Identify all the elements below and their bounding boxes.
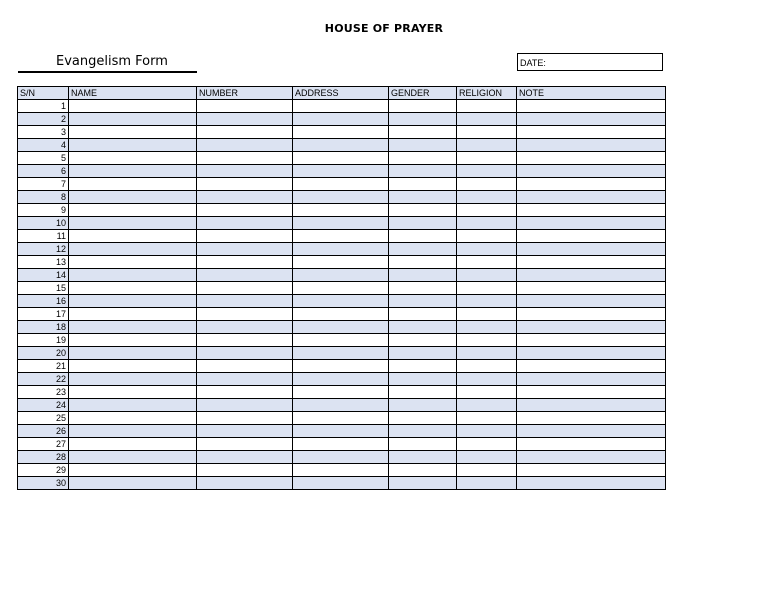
address-cell[interactable] (293, 126, 389, 139)
number-cell[interactable] (197, 321, 293, 334)
row-serial-number: 26 (18, 425, 69, 438)
gender-cell[interactable] (389, 204, 457, 217)
number-cell[interactable] (197, 191, 293, 204)
address-cell[interactable] (293, 113, 389, 126)
address-cell[interactable] (293, 217, 389, 230)
row-serial-number: 29 (18, 464, 69, 477)
name-cell[interactable] (69, 243, 197, 256)
religion-cell[interactable] (457, 152, 517, 165)
number-cell[interactable] (197, 217, 293, 230)
row-serial-number: 4 (18, 139, 69, 152)
address-cell[interactable] (293, 464, 389, 477)
note-cell[interactable] (517, 425, 666, 438)
document-title: HOUSE OF PRAYER (324, 22, 444, 35)
row-serial-number: 6 (18, 165, 69, 178)
gender-cell[interactable] (389, 178, 457, 191)
name-cell[interactable] (69, 282, 197, 295)
table-row (18, 360, 666, 373)
row-serial-number: 17 (18, 308, 69, 321)
address-cell[interactable] (293, 360, 389, 373)
religion-cell[interactable] (457, 113, 517, 126)
address-cell[interactable] (293, 438, 389, 451)
gender-cell[interactable] (389, 217, 457, 230)
religion-cell[interactable] (457, 347, 517, 360)
number-cell[interactable] (197, 425, 293, 438)
religion-cell[interactable] (457, 256, 517, 269)
name-cell[interactable] (69, 347, 197, 360)
note-cell[interactable] (517, 230, 666, 243)
address-cell[interactable] (293, 191, 389, 204)
column-header-name: NAME (69, 87, 197, 100)
table-row (18, 386, 666, 399)
table-row (18, 256, 666, 269)
note-cell[interactable] (517, 217, 666, 230)
name-cell[interactable] (69, 399, 197, 412)
address-cell[interactable] (293, 412, 389, 425)
number-cell[interactable] (197, 477, 293, 490)
note-cell[interactable] (517, 464, 666, 477)
number-cell[interactable] (197, 399, 293, 412)
religion-cell[interactable] (457, 217, 517, 230)
gender-cell[interactable] (389, 360, 457, 373)
note-cell[interactable] (517, 139, 666, 152)
row-serial-number: 30 (18, 477, 69, 490)
religion-cell[interactable] (457, 282, 517, 295)
number-cell[interactable] (197, 360, 293, 373)
form-name-heading (18, 53, 197, 73)
address-cell[interactable] (293, 347, 389, 360)
name-cell[interactable] (69, 100, 197, 113)
gender-cell[interactable] (389, 399, 457, 412)
number-cell[interactable] (197, 347, 293, 360)
number-cell[interactable] (197, 464, 293, 477)
address-cell[interactable] (293, 178, 389, 191)
religion-cell[interactable] (457, 425, 517, 438)
gender-cell[interactable] (389, 165, 457, 178)
gender-cell[interactable] (389, 295, 457, 308)
evangelism-table (17, 86, 666, 490)
column-header-gender: GENDER (389, 87, 457, 100)
name-cell[interactable] (69, 321, 197, 334)
religion-cell[interactable] (457, 204, 517, 217)
row-serial-number: 20 (18, 347, 69, 360)
row-serial-number: 24 (18, 399, 69, 412)
address-cell[interactable] (293, 282, 389, 295)
row-serial-number: 8 (18, 191, 69, 204)
number-cell[interactable] (197, 152, 293, 165)
note-cell[interactable] (517, 178, 666, 191)
name-cell[interactable] (69, 191, 197, 204)
table-row (18, 100, 666, 113)
address-cell[interactable] (293, 334, 389, 347)
name-cell[interactable] (69, 139, 197, 152)
row-serial-number: 18 (18, 321, 69, 334)
religion-cell[interactable] (457, 308, 517, 321)
address-cell[interactable] (293, 373, 389, 386)
table-row (18, 126, 666, 139)
table-row (18, 399, 666, 412)
number-cell[interactable] (197, 269, 293, 282)
row-serial-number: 9 (18, 204, 69, 217)
address-cell[interactable] (293, 477, 389, 490)
name-cell[interactable] (69, 256, 197, 269)
row-serial-number: 14 (18, 269, 69, 282)
name-cell[interactable] (69, 425, 197, 438)
address-cell[interactable] (293, 204, 389, 217)
row-serial-number: 5 (18, 152, 69, 165)
gender-cell[interactable] (389, 425, 457, 438)
note-cell[interactable] (517, 191, 666, 204)
column-header-address: ADDRESS (293, 87, 389, 100)
date-field[interactable]: DATE: (517, 53, 663, 71)
gender-cell[interactable] (389, 100, 457, 113)
number-cell[interactable] (197, 165, 293, 178)
address-cell[interactable] (293, 425, 389, 438)
table-row (18, 282, 666, 295)
address-cell[interactable] (293, 269, 389, 282)
gender-cell[interactable] (389, 139, 457, 152)
gender-cell[interactable] (389, 256, 457, 269)
number-cell[interactable] (197, 451, 293, 464)
note-cell[interactable] (517, 204, 666, 217)
gender-cell[interactable] (389, 152, 457, 165)
address-cell[interactable] (293, 256, 389, 269)
table-row (18, 243, 666, 256)
number-cell[interactable] (197, 113, 293, 126)
note-cell[interactable] (517, 152, 666, 165)
gender-cell[interactable] (389, 477, 457, 490)
note-cell[interactable] (517, 126, 666, 139)
row-serial-number: 3 (18, 126, 69, 139)
name-cell[interactable] (69, 464, 197, 477)
table-row (18, 438, 666, 451)
gender-cell[interactable] (389, 230, 457, 243)
gender-cell[interactable] (389, 386, 457, 399)
name-cell[interactable] (69, 295, 197, 308)
name-cell[interactable] (69, 477, 197, 490)
table-row (18, 373, 666, 386)
row-serial-number: 19 (18, 334, 69, 347)
header-row (18, 87, 666, 100)
number-cell[interactable] (197, 373, 293, 386)
gender-cell[interactable] (389, 373, 457, 386)
name-cell[interactable] (69, 334, 197, 347)
table-row (18, 451, 666, 464)
row-serial-number: 16 (18, 295, 69, 308)
note-cell[interactable] (517, 399, 666, 412)
table-row (18, 321, 666, 334)
note-cell[interactable] (517, 100, 666, 113)
religion-cell[interactable] (457, 165, 517, 178)
row-serial-number: 28 (18, 451, 69, 464)
row-serial-number: 1 (18, 100, 69, 113)
note-cell[interactable] (517, 269, 666, 282)
number-cell[interactable] (197, 100, 293, 113)
table-row (18, 464, 666, 477)
table-row (18, 152, 666, 165)
column-header-number: NUMBER (197, 87, 293, 100)
note-cell[interactable] (517, 165, 666, 178)
note-cell[interactable] (517, 438, 666, 451)
number-cell[interactable] (197, 204, 293, 217)
gender-cell[interactable] (389, 308, 457, 321)
name-cell[interactable] (69, 373, 197, 386)
address-cell[interactable] (293, 243, 389, 256)
address-cell[interactable] (293, 230, 389, 243)
name-cell[interactable] (69, 438, 197, 451)
row-serial-number: 11 (18, 230, 69, 243)
note-cell[interactable] (517, 295, 666, 308)
religion-cell[interactable] (457, 412, 517, 425)
table-row (18, 178, 666, 191)
address-cell[interactable] (293, 321, 389, 334)
note-cell[interactable] (517, 347, 666, 360)
table-row (18, 269, 666, 282)
name-cell[interactable] (69, 178, 197, 191)
address-cell[interactable] (293, 165, 389, 178)
religion-cell[interactable] (457, 360, 517, 373)
row-serial-number: 15 (18, 282, 69, 295)
number-cell[interactable] (197, 295, 293, 308)
religion-cell[interactable] (457, 230, 517, 243)
gender-cell[interactable] (389, 126, 457, 139)
religion-cell[interactable] (457, 334, 517, 347)
table-row (18, 334, 666, 347)
name-cell[interactable] (69, 126, 197, 139)
name-cell[interactable] (69, 308, 197, 321)
name-cell[interactable] (69, 113, 197, 126)
table-row (18, 204, 666, 217)
gender-cell[interactable] (389, 334, 457, 347)
gender-cell[interactable] (389, 347, 457, 360)
note-cell[interactable] (517, 321, 666, 334)
religion-cell[interactable] (457, 126, 517, 139)
column-header-note: NOTE (517, 87, 666, 100)
religion-cell[interactable] (457, 386, 517, 399)
address-cell[interactable] (293, 386, 389, 399)
gender-cell[interactable] (389, 412, 457, 425)
number-cell[interactable] (197, 386, 293, 399)
table-row (18, 217, 666, 230)
note-cell[interactable] (517, 412, 666, 425)
name-cell[interactable] (69, 412, 197, 425)
table-row (18, 412, 666, 425)
gender-cell[interactable] (389, 438, 457, 451)
table-row (18, 295, 666, 308)
address-cell[interactable] (293, 152, 389, 165)
name-cell[interactable] (69, 360, 197, 373)
note-cell[interactable] (517, 334, 666, 347)
row-serial-number: 2 (18, 113, 69, 126)
row-serial-number: 22 (18, 373, 69, 386)
address-cell[interactable] (293, 139, 389, 152)
name-cell[interactable] (69, 230, 197, 243)
religion-cell[interactable] (457, 139, 517, 152)
note-cell[interactable] (517, 308, 666, 321)
religion-cell[interactable] (457, 100, 517, 113)
table-row (18, 477, 666, 490)
table-row (18, 308, 666, 321)
note-cell[interactable] (517, 373, 666, 386)
number-cell[interactable] (197, 126, 293, 139)
gender-cell[interactable] (389, 282, 457, 295)
religion-cell[interactable] (457, 373, 517, 386)
number-cell[interactable] (197, 139, 293, 152)
name-cell[interactable] (69, 451, 197, 464)
note-cell[interactable] (517, 256, 666, 269)
number-cell[interactable] (197, 256, 293, 269)
religion-cell[interactable] (457, 399, 517, 412)
gender-cell[interactable] (389, 243, 457, 256)
gender-cell[interactable] (389, 191, 457, 204)
row-serial-number: 21 (18, 360, 69, 373)
address-cell[interactable] (293, 100, 389, 113)
table-row (18, 113, 666, 126)
row-serial-number: 7 (18, 178, 69, 191)
religion-cell[interactable] (457, 269, 517, 282)
address-cell[interactable] (293, 451, 389, 464)
table-row (18, 191, 666, 204)
gender-cell[interactable] (389, 464, 457, 477)
number-cell[interactable] (197, 230, 293, 243)
row-serial-number: 27 (18, 438, 69, 451)
column-header-sn: S/N (18, 87, 69, 100)
form-name-label: Evangelism Form (56, 54, 168, 69)
column-header-religion: RELIGION (457, 87, 517, 100)
name-cell[interactable] (69, 269, 197, 282)
table-row (18, 139, 666, 152)
note-cell[interactable] (517, 360, 666, 373)
note-cell[interactable] (517, 386, 666, 399)
table-row (18, 165, 666, 178)
gender-cell[interactable] (389, 321, 457, 334)
number-cell[interactable] (197, 243, 293, 256)
name-cell[interactable] (69, 386, 197, 399)
address-cell[interactable] (293, 295, 389, 308)
row-serial-number: 12 (18, 243, 69, 256)
religion-cell[interactable] (457, 178, 517, 191)
table-row (18, 230, 666, 243)
religion-cell[interactable] (457, 243, 517, 256)
name-cell[interactable] (69, 217, 197, 230)
religion-cell[interactable] (457, 451, 517, 464)
name-cell[interactable] (69, 204, 197, 217)
religion-cell[interactable] (457, 321, 517, 334)
table-row (18, 425, 666, 438)
name-cell[interactable] (69, 165, 197, 178)
row-serial-number: 25 (18, 412, 69, 425)
religion-cell[interactable] (457, 438, 517, 451)
note-cell[interactable] (517, 477, 666, 490)
number-cell[interactable] (197, 282, 293, 295)
note-cell[interactable] (517, 282, 666, 295)
religion-cell[interactable] (457, 477, 517, 490)
religion-cell[interactable] (457, 295, 517, 308)
religion-cell[interactable] (457, 191, 517, 204)
number-cell[interactable] (197, 334, 293, 347)
number-cell[interactable] (197, 438, 293, 451)
table-row (18, 347, 666, 360)
gender-cell[interactable] (389, 269, 457, 282)
religion-cell[interactable] (457, 464, 517, 477)
number-cell[interactable] (197, 308, 293, 321)
number-cell[interactable] (197, 412, 293, 425)
note-cell[interactable] (517, 243, 666, 256)
gender-cell[interactable] (389, 113, 457, 126)
address-cell[interactable] (293, 308, 389, 321)
row-serial-number: 13 (18, 256, 69, 269)
note-cell[interactable] (517, 113, 666, 126)
note-cell[interactable] (517, 451, 666, 464)
number-cell[interactable] (197, 178, 293, 191)
row-serial-number: 23 (18, 386, 69, 399)
row-serial-number: 10 (18, 217, 69, 230)
name-cell[interactable] (69, 152, 197, 165)
address-cell[interactable] (293, 399, 389, 412)
gender-cell[interactable] (389, 451, 457, 464)
